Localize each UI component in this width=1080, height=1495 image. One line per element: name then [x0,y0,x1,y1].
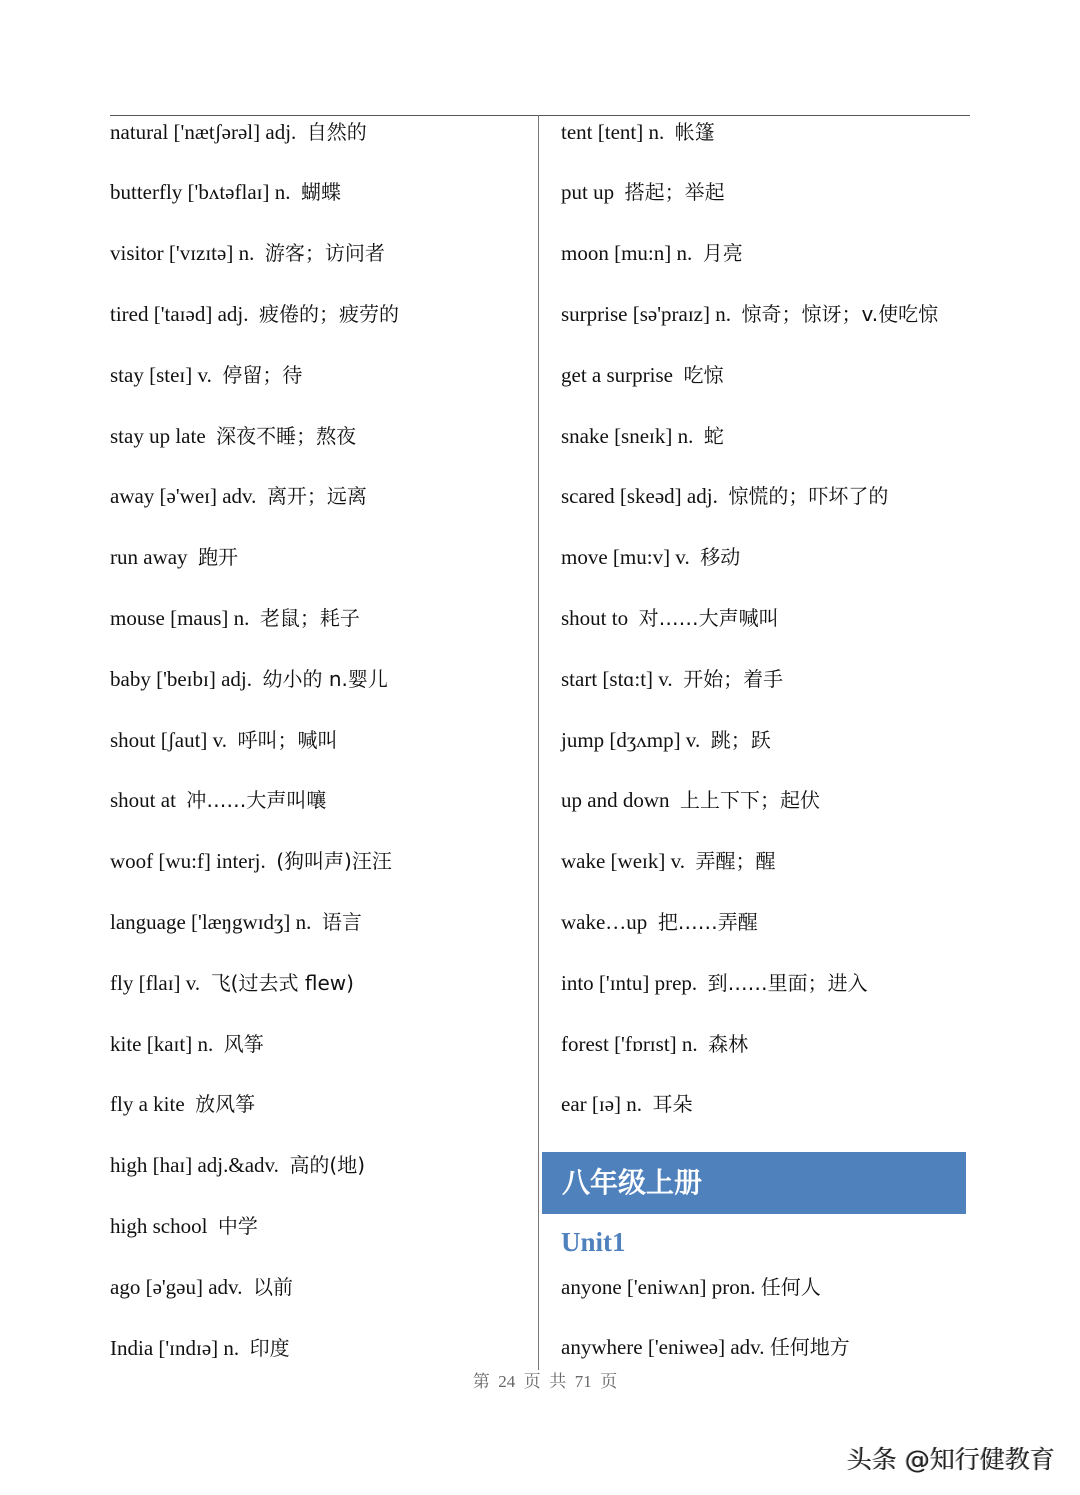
entry-english: language ['læŋgwɪdʒ] n. [110,909,312,934]
vocab-entry [561,284,981,345]
vocab-entry [110,1196,530,1257]
entry-chinese: 把……弄醒 [657,909,758,934]
left-column [110,102,530,1379]
vocab-entry [561,892,981,953]
entry-english: move [mu:v] v. [561,545,690,570]
vocab-entry [561,1014,981,1075]
entry-chinese: 搭起；举起 [624,180,725,205]
watermark: 头条 @知行健教育 [847,1445,1055,1474]
entry-english: scared [skeəd] adj. [561,484,718,509]
entry-english: shout to [561,605,629,630]
vocab-entry [561,345,981,406]
vocab-entry [110,1014,530,1075]
entry-english: shout at [110,788,176,813]
entry-english: butterfly ['bʌtəflaɪ] n. [110,180,291,205]
entry-english: anywhere ['eniweə] adv. [561,1335,765,1360]
entry-chinese: 森林 [708,1031,749,1056]
vocab-entry [561,710,981,771]
entry-english: surprise [sə'praɪz] n. [561,301,731,326]
page-footer: 第 24 页 共 71 页 [472,1372,618,1391]
entry-chinese: 中学 [217,1213,258,1238]
entry-chinese: 老鼠；耗子 [259,605,360,630]
entry-chinese: 以前 [252,1274,293,1299]
entry-chinese: 跳；跃 [710,727,771,752]
entry-english: moon [mu:n] n. [561,241,693,266]
entry-english: away [ə'weɪ] adv. [110,484,257,509]
vocab-entry [561,953,981,1014]
vocab-entry [110,710,530,771]
entry-chinese: 惊奇；惊讶；v.使吃惊 [741,301,939,326]
vocab-entry [110,892,530,953]
entry-chinese: 离开；远离 [266,484,367,509]
vocab-entry [561,406,981,467]
entry-chinese: 风筝 [223,1031,264,1056]
entry-english: stay up late [110,423,206,448]
right-column [561,102,981,1136]
entry-chinese: 耳朵 [652,1092,693,1117]
column-divider [538,115,539,1370]
vocab-entry [561,223,981,284]
entry-chinese: 自然的 [306,119,367,144]
vocab-entry [561,770,981,831]
entry-english: shout [ʃaut] v. [110,727,228,752]
entry-chinese: 惊慌的；吓坏了的 [728,484,889,509]
entry-chinese: 移动 [700,545,741,570]
entry-chinese: 到……里面；进入 [707,970,868,995]
entry-english: baby ['beɪbɪ] adj. [110,666,252,691]
entry-chinese: 游客；访问者 [264,241,385,266]
entry-chinese: 语言 [321,909,362,934]
entry-english: into ['ɪntu] prep. [561,970,698,995]
vocab-entry [561,102,981,163]
entry-chinese: 跑开 [198,545,239,570]
entry-english: kite [kaɪt] n. [110,1031,214,1056]
vocab-entry [110,466,530,527]
entry-chinese: 对……大声喊叫 [638,605,779,630]
entry-chinese: 冲……大声叫嚷 [186,788,327,813]
entry-chinese: 呼叫；喊叫 [237,727,338,752]
entry-english: start [stɑ:t] v. [561,666,673,691]
entry-english: natural ['nætʃərəl] adj. [110,119,297,144]
section-heading: 八年级上册 [562,1166,703,1199]
entry-english: mouse [maus] n. [110,605,250,630]
entry-chinese: 开始；着手 [683,666,784,691]
entry-chinese: 蝴蝶 [300,180,341,205]
entry-chinese: 深夜不睡；熬夜 [216,423,357,448]
entry-chinese: 幼小的 n.婴儿 [262,666,388,691]
vocab-entry [110,588,530,649]
vocab-entry [110,831,530,892]
vocab-entry [110,527,530,588]
entry-chinese: 高的(地) [289,1153,366,1178]
vocab-entry [561,1257,821,1318]
vocab-entry [110,649,530,710]
vocab-entry [110,102,530,163]
entry-english: forest ['fɒrɪst] n. [561,1031,698,1056]
vocab-entry [110,162,530,223]
entry-english: India ['ɪndɪə] n. [110,1335,240,1360]
entry-chinese: 上上下下；起伏 [680,788,820,813]
vocab-entry [110,345,530,406]
entry-english: put up [561,180,615,205]
entry-english: woof [wu:f] interj. [110,849,266,874]
entry-english: jump [dʒʌmp] v. [561,727,701,752]
entry-english: stay [steɪ] v. [110,362,212,387]
vocab-entry [561,1074,981,1135]
entry-chinese: 疲倦的；疲劳的 [258,301,399,326]
entry-english: ago [ə'gəu] adv. [110,1274,243,1299]
vocab-entry [561,527,981,588]
entry-chinese: 放风筝 [195,1092,256,1117]
vocab-entry [110,1257,530,1318]
vocab-entry [110,1135,530,1196]
entry-english: wake…up [561,909,648,934]
vocab-entry [110,284,530,345]
entry-chinese: 蛇 [703,423,724,448]
entry-english: high school [110,1213,208,1238]
vocab-entry [110,953,530,1014]
entry-english: anyone ['eniwʌn] pron. [561,1274,756,1299]
entry-chinese: 弄醒；醒 [695,849,776,874]
entry-english: run away [110,545,188,570]
entry-english: wake [weɪk] v. [561,849,686,874]
vocab-entry [110,1074,530,1135]
vocab-entry [110,406,530,467]
entry-english: up and down [561,788,670,813]
entry-english: high [haɪ] adj.&adv. [110,1153,279,1178]
entry-chinese: 飞(过去式 flew) [210,970,354,995]
entry-chinese: 任何人 [760,1274,821,1299]
unit-title: Unit1 [561,1227,626,1257]
vocab-entry [561,649,981,710]
section-heading-band [542,1152,966,1214]
entry-chinese: 任何地方 [769,1335,850,1360]
vocab-entry [561,162,981,223]
vocab-entry [110,223,530,284]
entry-chinese: 月亮 [702,241,743,266]
entry-english: tired ['taɪəd] adj. [110,301,249,326]
entry-chinese: 印度 [249,1335,290,1360]
entry-chinese: (狗叫声)汪汪 [276,849,392,874]
entry-chinese: 帐篷 [674,119,715,144]
entry-chinese: 吃惊 [683,362,724,387]
vocab-entry [561,831,981,892]
entry-chinese: 停留；待 [222,362,303,387]
entry-english: visitor ['vɪzɪtə] n. [110,241,255,266]
vocab-entry [561,588,981,649]
entry-english: fly [flaɪ] v. [110,970,201,995]
entry-english: get a surprise [561,362,673,387]
entry-english: fly a kite [110,1092,185,1117]
entry-english: tent [tent] n. [561,119,665,144]
entry-english: ear [ɪə] n. [561,1092,643,1117]
vocab-entry [110,770,530,831]
entry-english: snake [sneɪk] n. [561,423,694,448]
vocab-entry [561,466,981,527]
